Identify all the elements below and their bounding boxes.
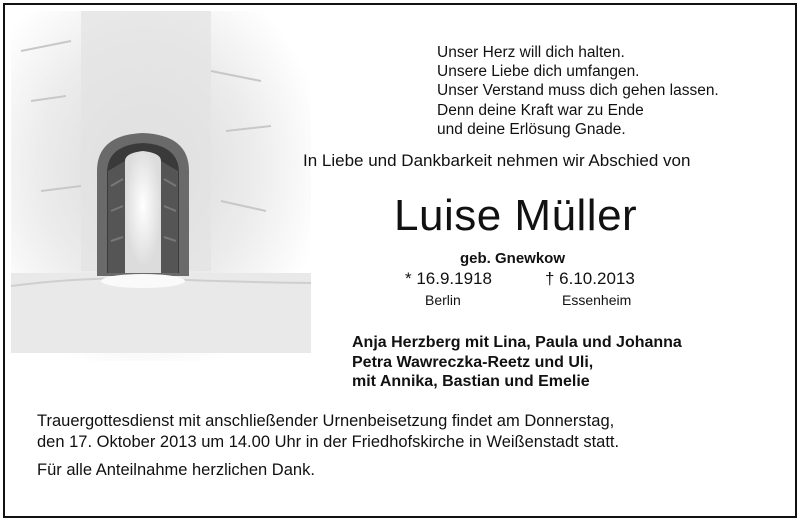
mourner-line: Petra Wawreczka-Reetz und Uli,: [352, 353, 594, 371]
poem: [437, 43, 719, 139]
funeral-service-info: [37, 411, 619, 452]
service-line: Trauergottesdienst mit anschließender Urnenbeisetzung findet am Donnerstag,: [37, 412, 615, 430]
thanks-note: Für alle Anteilnahme herzlichen Dank.: [37, 461, 315, 479]
mourners: [352, 333, 682, 392]
mourner-line: Anja Herzberg mit Lina, Paula und Johanna: [352, 334, 682, 351]
mourner-line: mit Annika, Bastian und Emelie: [352, 373, 590, 390]
birth-date: * 16.9.1918: [405, 269, 492, 288]
poem-line: Unser Herz will dich halten.: [437, 44, 625, 61]
death-date: † 6.10.2013: [545, 269, 635, 288]
poem-line: Unsere Liebe dich umfangen.: [437, 63, 640, 81]
service-line: den 17. Oktober 2013 um 14.00 Uhr in der Friedhofskirche in Weißenstadt statt.: [37, 432, 620, 451]
death-place: Essenheim: [562, 292, 632, 308]
farewell-intro: In Liebe und Dankbarkeit nehmen wir Abschied von: [303, 151, 691, 170]
birth-place: Berlin: [425, 292, 461, 308]
poem-line: Denn deine Kraft war zu Ende: [437, 101, 644, 119]
poem-line: Unser Verstand muss dich gehen lassen.: [437, 82, 719, 100]
poem-line: und deine Erlösung Gnade.: [437, 120, 626, 138]
deceased-name: Luise Müller: [394, 191, 638, 240]
maiden-name: geb. Gnewkow: [460, 250, 566, 267]
open-door-illustration: [11, 11, 311, 361]
obituary-notice: [3, 3, 797, 518]
